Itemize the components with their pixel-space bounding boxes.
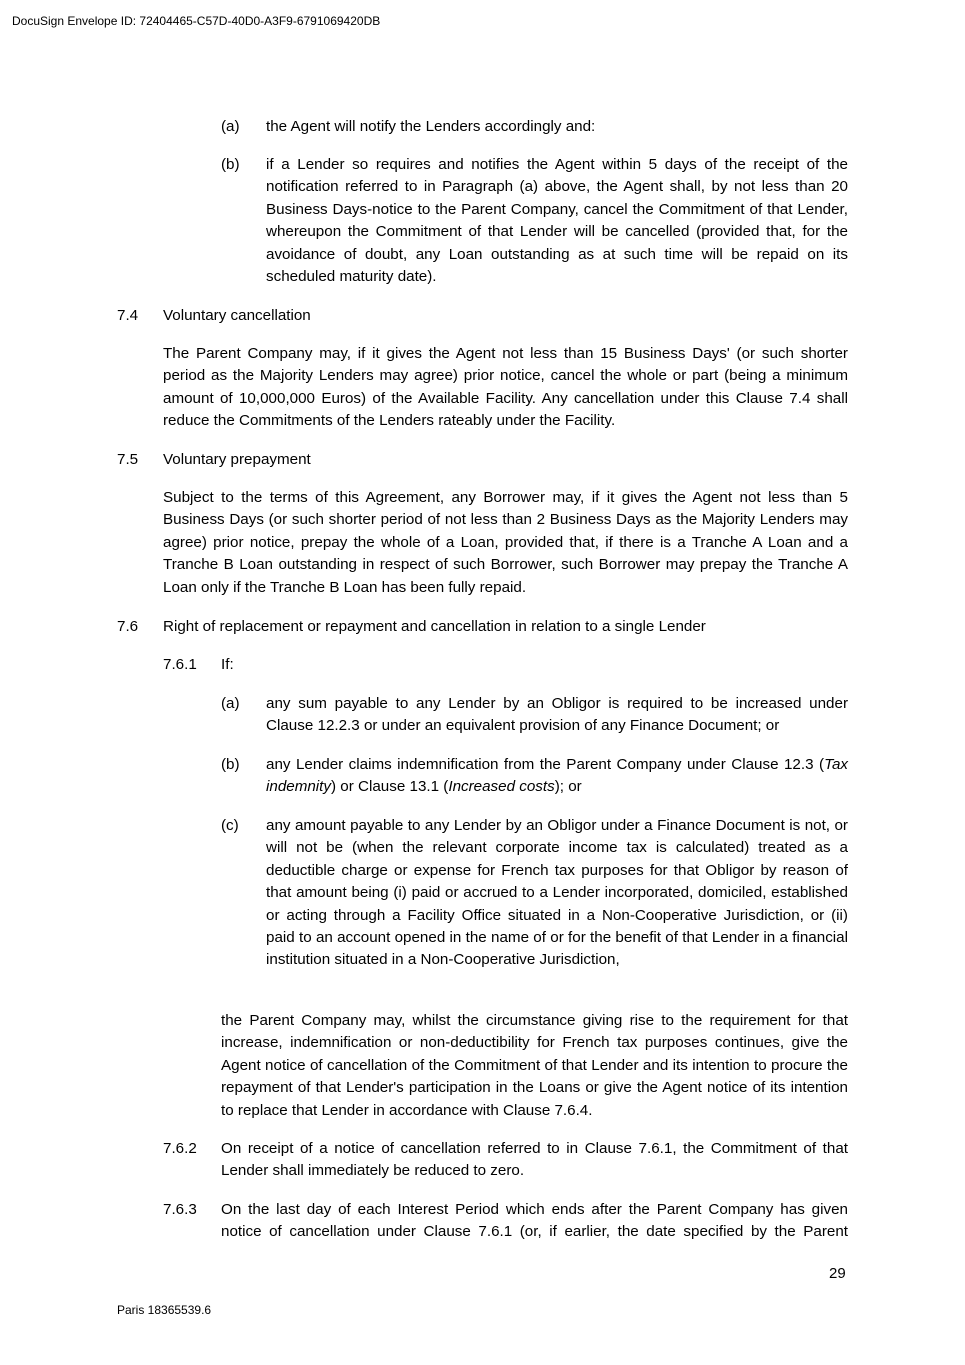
item-text: any amount payable to any Lender by an Obligor under a Finance Document is not, or will not be (when the relevant corporate income tax is calculated) treated as a deductible charge or expense for French tax purposes for that Obligor by reason of that amount being (i) paid or accrued to a Lender incorporated, domiciled, established or acting through a Facility Office situated in a Non-Cooperative Jurisdiction, or (ii) paid to an account opened in the name of or for the benefit of that Lender in a financial institution situated in a Non-Cooperative Jurisdiction, xyxy=(266,817,848,969)
item-text: the Agent will notify the Lenders accordingly and: xyxy=(266,118,596,135)
item-label: (a) xyxy=(221,695,240,712)
item-text xyxy=(266,754,848,799)
item-text: if a Lender so requires and notifies the Agent within 5 days of the receipt of the notification referred to in Paragraph (a) above, the Agent shall, by not less than 20 Business Days-notice to the Parent Company, cancel the Commitment of that Lender, whereupon the Commitment of that Lender will be cancelled (provided that, for the avoidance of doubt, any Loan outstanding as at such time will be repaid on its scheduled maturity date). xyxy=(266,156,848,286)
defined-term: Tax indemnity xyxy=(266,756,848,796)
clause-body: Subject to the terms of this Agreement, any Borrower may, if it gives the Agent not less than 5 Business Days (or such shorter period of not less than 2 Business Days as the Majority Lenders may agree) prior notice, prepay the whole of a Loan, provided that, if there is a Tranche A Loan and a Tranche B Loan outstanding in respect of such Borrower, such Borrower may prepay the Tranche A Loan only if the Tranche B Loan has been fully repaid. xyxy=(163,489,848,596)
subclause-text: On receipt of a notice of cancellation referred to in Clause 7.6.1, the Commitment of that Lender shall immediately be reduced to zero. xyxy=(221,1140,848,1180)
clause-number: 7.5 xyxy=(117,451,139,468)
subclause-number: 7.6.3 xyxy=(163,1201,197,1218)
defined-term: Increased costs xyxy=(448,778,555,796)
clause-body: The Parent Company may, if it gives the Agent not less than 15 Business Days' (or such shorter period as the Majority Lenders may agree) prior notice, cancel the whole or part (being a minimum amount of 10,000,000 Euros) of the Available Facility. Any cancellation under this Clause 7.4 shall reduce the Commitments of the Lenders rateably under the Facility. xyxy=(163,345,848,430)
item-text: any sum payable to any Lender by an Obligor is required to be increased under Clause 12.2.3 or under an equivalent provision of any Finance Document; or xyxy=(266,695,848,735)
item-label: (a) xyxy=(221,118,240,135)
clause-number: 7.6 xyxy=(117,618,139,635)
subclause-number: 7.6.2 xyxy=(163,1140,197,1157)
page-number: 29 xyxy=(829,1265,846,1282)
clause-title: Voluntary prepayment xyxy=(163,451,311,468)
clause-title: Right of replacement or repayment and cancellation in relation to a single Lender xyxy=(163,618,706,635)
item-text-part: any Lender claims indemnification from the Parent Company under Clause 12.3 ( xyxy=(266,756,825,773)
subclause-lead: If: xyxy=(221,656,234,673)
item-text-part: ) or Clause 13.1 ( xyxy=(331,778,449,796)
clause-title: Voluntary cancellation xyxy=(163,307,311,324)
item-text-part: ); or xyxy=(554,778,582,796)
subclause-number: 7.6.1 xyxy=(163,656,197,673)
document-reference: Paris 18365539.6 xyxy=(117,1303,212,1317)
item-label: (b) xyxy=(221,756,240,773)
clause-number: 7.4 xyxy=(117,307,139,324)
item-label: (b) xyxy=(221,156,240,173)
subclause-text: On the last day of each Interest Period which ends after the Parent Company has given notice of cancellation under Clause 7.6.1 (or, if earlier, the date specified by the Parent xyxy=(221,1201,848,1241)
subclause-tail: the Parent Company may, whilst the circumstance giving rise to the requirement for that increase, indemnification or non-deductibility for French tax purposes continues, give the Agent notice of cancellation of the Commitment of that Lender and its intention to procure the repayment of that Lender's participation in the Loans or give the Agent notice of its intention to replace that Lender in accordance with Clause 7.6.4. xyxy=(221,1012,848,1119)
item-label: (c) xyxy=(221,817,239,834)
envelope-id: DocuSign Envelope ID: 72404465-C57D-40D0-A3F9-6791069420DB xyxy=(12,14,381,28)
